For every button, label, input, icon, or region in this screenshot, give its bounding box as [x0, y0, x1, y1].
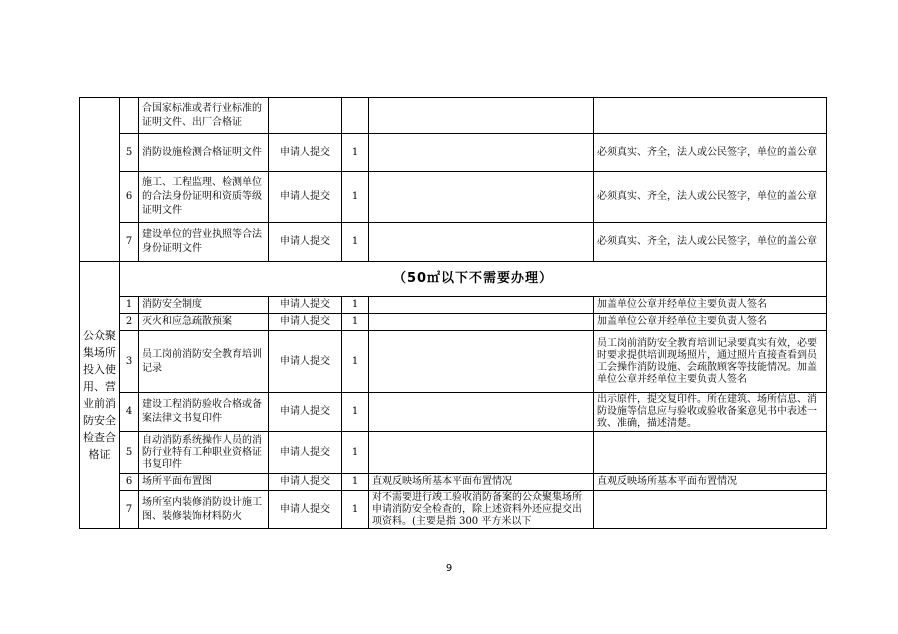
basis: [369, 393, 594, 432]
material-name: 合国家标准或者行业标准的证明文件、出厂合格证: [139, 98, 269, 134]
submitter: 申请人提交: [269, 223, 342, 262]
material-name: 消防设施检测合格证明文件: [139, 134, 269, 172]
submitter: 申请人提交: [269, 134, 342, 172]
basis: [369, 331, 594, 393]
requirement-note: 必须真实、齐全，法人或公民签字，单位的盖公章: [594, 172, 827, 223]
table-row: [80, 98, 827, 134]
requirement-note: [594, 491, 827, 529]
material-name: 场所平面布置图: [139, 474, 269, 491]
table-row: [80, 474, 827, 491]
basis: [369, 172, 594, 223]
row-number: [120, 98, 139, 134]
material-name: 灭火和应急疏散预案: [139, 314, 269, 331]
requirement-note: 出示原件，提交复印件。所在建筑、场所信息、消防设施等信息应与验收或验收备案意见书中表述一致、准确，描述清楚。: [594, 393, 827, 432]
material-name: 场所室内装修消防设计施工图、装修装饰材料防火: [139, 491, 269, 529]
copies: 1: [342, 331, 369, 393]
row-number: 7: [120, 491, 139, 529]
table-row: [80, 432, 827, 474]
submitter: 申请人提交: [269, 432, 342, 474]
row-number: 5: [120, 432, 139, 474]
section-heading-row: [80, 262, 827, 297]
copies: 1: [342, 172, 369, 223]
basis: 对不需要进行竣工验收消防备案的公众聚集场所申请消防安全检查的，除上述资料外还应提交出项资料。(主要是指 300 平方米以下: [369, 491, 594, 529]
copies: 1: [342, 297, 369, 314]
materials-table: [79, 97, 827, 529]
copies: 1: [342, 393, 369, 432]
basis: [369, 314, 594, 331]
row-number: 5: [120, 134, 139, 172]
table-row: [80, 393, 827, 432]
requirement-note: 直观反映场所基本平面布置情况: [594, 474, 827, 491]
submitter: 申请人提交: [269, 393, 342, 432]
row-number: 2: [120, 314, 139, 331]
material-name: 建设单位的营业执照等合法身份证明文件: [139, 223, 269, 262]
submitter: 申请人提交: [269, 297, 342, 314]
basis: [369, 98, 594, 134]
material-name: 自动消防系统操作人员的消防行业特有工种职业资格证书复印件: [139, 432, 269, 474]
submitter: 申请人提交: [269, 172, 342, 223]
table-row: [80, 491, 827, 529]
copies: 1: [342, 223, 369, 262]
material-name: 消防安全制度: [139, 297, 269, 314]
row-number: 4: [120, 393, 139, 432]
copies: 1: [342, 314, 369, 331]
requirement-note: 必须真实、齐全，法人或公民签字，单位的盖公章: [594, 223, 827, 262]
requirement-note: 加盖单位公章并经单位主要负责人签名: [594, 314, 827, 331]
submitter: 申请人提交: [269, 474, 342, 491]
requirement-note: [594, 98, 827, 134]
copies: 1: [342, 432, 369, 474]
basis: [369, 134, 594, 172]
table-row: [80, 172, 827, 223]
material-name: 施工、工程监理、检测单位的合法身份证明和资质等级证明文件: [139, 172, 269, 223]
submitter: [269, 98, 342, 134]
page-number: 9: [445, 563, 453, 574]
section-heading: （50㎡以下不需要办理）: [120, 262, 827, 297]
copies: 1: [342, 474, 369, 491]
table-row: [80, 314, 827, 331]
copies: 1: [342, 491, 369, 529]
row-number: 6: [120, 172, 139, 223]
submitter: 申请人提交: [269, 314, 342, 331]
row-number: 3: [120, 331, 139, 393]
material-name: 建设工程消防验收合格或备案法律文书复印件: [139, 393, 269, 432]
basis: [369, 297, 594, 314]
requirement-note: 加盖单位公章并经单位主要负责人签名: [594, 297, 827, 314]
row-number: 7: [120, 223, 139, 262]
requirement-note: 必须真实、齐全，法人或公民签字，单位的盖公章: [594, 134, 827, 172]
submitter: 申请人提交: [269, 491, 342, 529]
table-row: [80, 297, 827, 314]
row-number: 1: [120, 297, 139, 314]
table-row: [80, 223, 827, 262]
material-name: 员工岗前消防安全教育培训记录: [139, 331, 269, 393]
table-row: [80, 134, 827, 172]
table-row: [80, 331, 827, 393]
row-number: 6: [120, 474, 139, 491]
category-cell: 公众聚集场所投入使用、营业前消防安全检查合格证: [80, 262, 120, 529]
basis: [369, 432, 594, 474]
requirement-note: [594, 432, 827, 474]
basis: 直观反映场所基本平面布置情况: [369, 474, 594, 491]
requirement-note: 员工岗前消防安全教育培训记录要真实有效，必要时要求提供培训现场照片，通过照片直接查看到员工会操作消防设施、会疏散顾客等技能情况。加盖单位公章并经单位主要负责人签名: [594, 331, 827, 393]
copies: 1: [342, 134, 369, 172]
basis: [369, 223, 594, 262]
category-cell-prev: [80, 98, 120, 262]
submitter: 申请人提交: [269, 331, 342, 393]
copies: [342, 98, 369, 134]
